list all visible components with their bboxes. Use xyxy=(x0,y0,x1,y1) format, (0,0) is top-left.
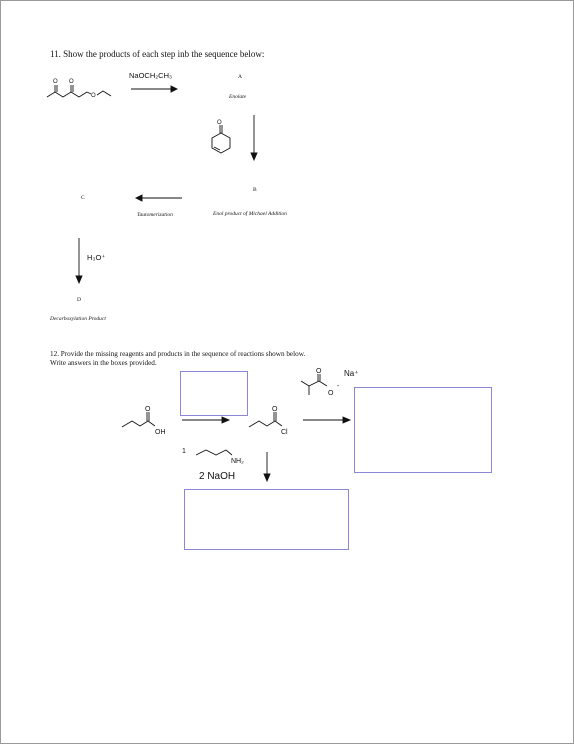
answer-box-product-2[interactable] xyxy=(184,489,349,550)
label-c: C xyxy=(81,195,85,201)
reagent-hydronium: H₃O⁺ xyxy=(87,253,106,262)
answer-box-reagent[interactable] xyxy=(180,371,248,416)
butanoyl-chloride-structure xyxy=(245,401,305,441)
label-tautomerization: Tautomerization xyxy=(137,212,173,218)
question-12-prompt-line1: 12. Provide the missing reagents and products in the sequence of reactions shown below. xyxy=(50,350,306,358)
butanoic-acid-structure xyxy=(118,401,178,441)
atom-cl: Cl xyxy=(281,429,288,436)
label-d: D xyxy=(77,297,81,303)
label-enol-michael: Enol product of Michael Addition xyxy=(213,211,287,217)
svg-text:O: O xyxy=(53,79,58,85)
arrow-q12-step-1 xyxy=(182,416,234,424)
label-decarboxylation: Decarboxylation Product xyxy=(50,316,106,322)
arrow-q12-step-2 xyxy=(303,416,355,424)
reagent-sodium-hydroxide: 2 NaOH xyxy=(199,471,236,482)
svg-text:O: O xyxy=(91,93,96,99)
arrow-q12-step-3-down xyxy=(263,452,271,484)
question-11-prompt: 11. Show the products of each step inb the sequence below: xyxy=(50,49,265,59)
answer-box-product-1[interactable] xyxy=(354,387,492,473)
propylamine-structure xyxy=(194,443,264,473)
svg-text:O: O xyxy=(69,79,74,85)
label-a: A xyxy=(238,74,242,80)
arrow-step-2-down xyxy=(250,115,258,163)
sodium-ion-label: Na⁺ xyxy=(344,369,359,378)
reagent-sodium-ethoxide: NaOCH₂CH₃ xyxy=(129,71,173,80)
label-enolate: Enolate xyxy=(229,94,247,100)
minus-sign: - xyxy=(337,383,340,390)
amine-equivalents: 1 xyxy=(182,448,186,455)
svg-text:O: O xyxy=(217,120,222,126)
question-12-prompt-line2: Write answers in the boxes provided. xyxy=(50,359,157,367)
label-b: B xyxy=(253,187,257,193)
atom-o-minus: O xyxy=(328,390,334,397)
cyclohexenone-structure xyxy=(206,119,246,163)
atom-o-chloride: O xyxy=(272,406,278,413)
atom-nh2: NH₂ xyxy=(231,458,244,465)
ethyl-acetoacetate-structure xyxy=(45,75,125,111)
atom-oh: OH xyxy=(155,429,166,436)
atom-o-carboxylate: O xyxy=(316,368,322,375)
arrow-step-3-left xyxy=(134,194,184,202)
atom-o-acid: O xyxy=(145,406,151,413)
arrow-step-1 xyxy=(131,85,181,93)
arrow-step-4-down xyxy=(75,238,83,286)
